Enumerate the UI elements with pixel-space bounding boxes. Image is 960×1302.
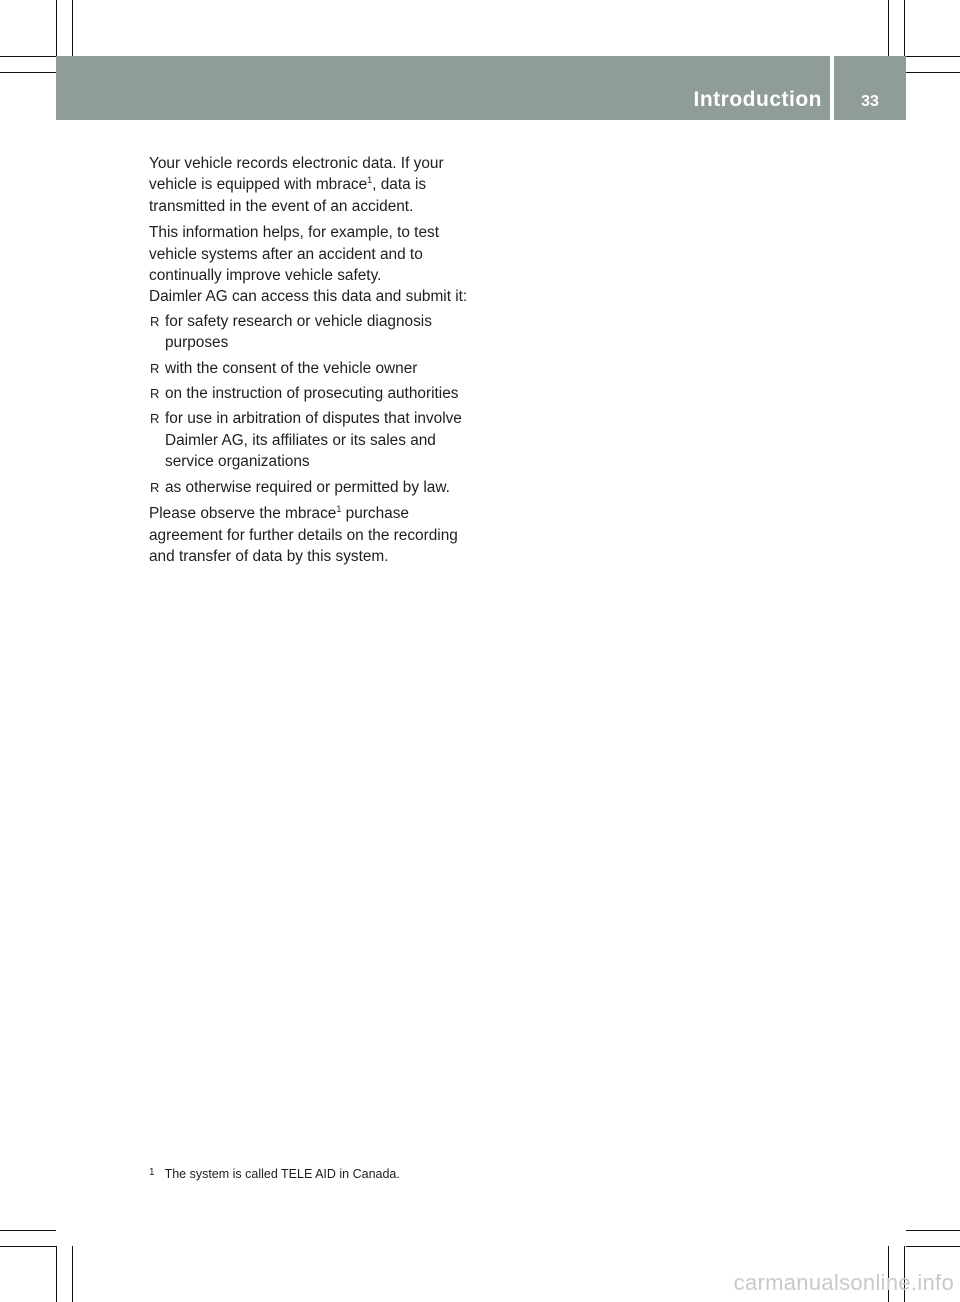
crop-mark (72, 0, 73, 56)
paragraph-access: Daimler AG can access this data and submit it: (149, 288, 468, 306)
watermark: carmanualsonline.info (733, 1270, 954, 1295)
footnote-number: 1 (149, 1167, 155, 1178)
crop-mark (906, 1230, 960, 1231)
list-item: R for safety research or vehicle diagnosis purposes (150, 312, 432, 352)
footnote-ref: 1 (367, 175, 373, 186)
bullet-icon: R (150, 386, 160, 402)
crop-mark (56, 1246, 57, 1302)
bullet-icon: R (150, 411, 160, 427)
bullet-list (149, 311, 483, 498)
list-item: R as otherwise required or permitted by law. (149, 477, 483, 498)
crop-mark (72, 1246, 73, 1302)
crop-mark (906, 1246, 960, 1247)
footnote (149, 1167, 400, 1181)
list-item: R with the consent of the vehicle owner (149, 358, 483, 379)
crop-mark (906, 72, 960, 73)
paragraph-intro: Your vehicle records electronic data. If your vehicle is equipped with mbrace$^1$, data is transmitted in the event of an accident. (149, 155, 444, 215)
crop-mark (904, 0, 905, 56)
paragraph-agreement: Please observe the mbrace$^1$ purchase agreement for further details on the recording and transfer of data by this system. (149, 504, 458, 565)
paragraph-purpose: This information helps, for example, to test vehicle systems after an accident and to continually improve vehicle safety. (149, 224, 439, 285)
bullet-icon: R (150, 313, 160, 329)
crop-mark (0, 56, 56, 57)
page-number: 33 (861, 93, 879, 110)
crop-mark (56, 0, 57, 56)
list-item: R on the instruction of prosecuting authorities (149, 383, 483, 404)
section-title: Introduction (693, 88, 822, 111)
list-item: R for use in arbitration of disputes that involve Daimler AG, its affiliates or its sales and service organizations (150, 410, 462, 471)
crop-mark (888, 0, 889, 56)
crop-mark (906, 56, 960, 57)
bullet-icon: R (150, 360, 160, 376)
bullet-icon: R (150, 479, 160, 495)
crop-mark (0, 1230, 56, 1231)
body-text (149, 153, 483, 572)
crop-mark (0, 1246, 56, 1247)
crop-mark (0, 72, 56, 73)
footnote-ref: 1 (336, 504, 342, 515)
footnote-text: The system is called TELE AID in Canada. (164, 1167, 400, 1181)
